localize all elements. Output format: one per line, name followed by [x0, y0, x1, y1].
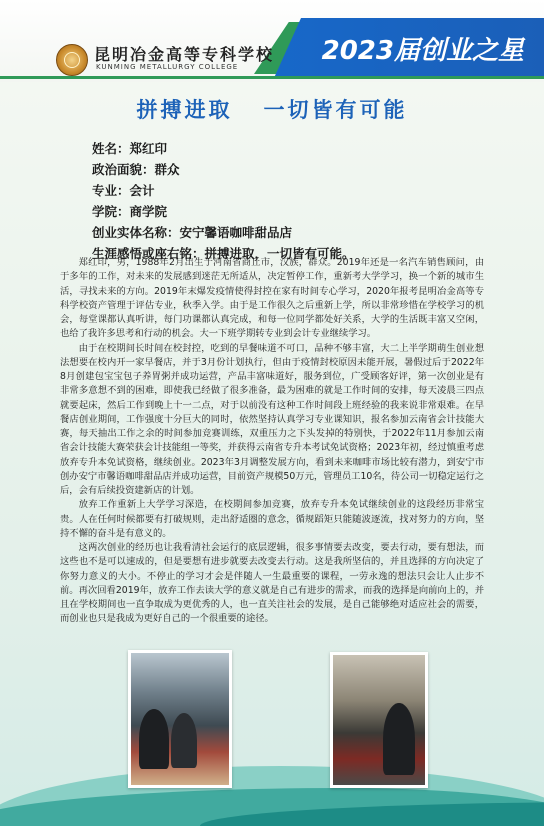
page-header: [0, 0, 544, 82]
school-emblem-icon: [56, 44, 88, 76]
school-name-en: KUNMING METALLURGY COLLEGE: [96, 63, 239, 71]
motto-heading: 拼搏进取 一切皆有可能: [136, 98, 408, 122]
profile-info: [92, 138, 355, 264]
header-divider: [0, 76, 544, 79]
school-name: 昆明冶金高等专科学校: [94, 45, 275, 64]
biography-paragraph: 放弃工作重新上大学学习深造，在校期间参加竞赛，放弃专升本免试继续创业的这段经历非常宝贵。人在任何时候都要有打破规则，走出舒适圈的意念，循规蹈矩只能随波逐流，找对努力的方向，坚持不懈的奋斗是有意义的。: [60, 499, 484, 539]
profile-label: 专业：: [92, 183, 130, 198]
person-figure: [139, 709, 169, 769]
profile-value: 会计: [129, 183, 155, 198]
profile-row-major: [92, 180, 355, 201]
profile-value: 安宁馨语咖啡甜品店: [179, 225, 293, 240]
biography-text: [60, 256, 484, 627]
profile-row-name: [92, 138, 355, 159]
profile-label: 生涯感悟或座右铭：: [92, 246, 205, 261]
profile-row-college: [92, 201, 355, 222]
profile-value: 拼搏进取，一切皆有可能。: [204, 246, 355, 261]
shop-photo-left: [128, 650, 232, 788]
person-figure: [383, 703, 415, 775]
profile-row-political-status: [92, 159, 355, 180]
profile-label: 学院：: [92, 204, 130, 219]
photo-section: [0, 648, 544, 826]
biography-paragraph: 由于在校期间长时间在校封控，吃到的早餐味道不可口，品种不够丰富，大二上半学期萌生创业想法想要在校内开一家早餐店，并于3月份计划执行，但由于疫情封校原因未能开展，暑假过后于2022年8月创建包宝宝包子养胃粥并成功运营，产品丰富味道好，服务到位，广受顾客好评，第一次创业是有非常多意想不到的困难，即使我已经做了很多准备，最为困难的就是工作时间的安排，每天凌晨三四点就要起床，然后工作到晚上十一二点，对于以前没有这种工作时间段上班经验的我来说非常艰难。在早餐店创业期间，工作强度十分巨大的同时，依然坚持认真学习专业课知识，报名参加云南省会计技能大赛，每天抽出工作之余的时间参加竞赛训练，双重压力之下头发掉的特别快，于2022年11月参加云南省会计技能大赛荣获会计技能组一等奖，并获得云南省专升本考试免试资格；2023年初，经过慎重考虑放弃专升本免试资格，继续创业。2023年3月调整发展方向，看到未来咖啡市场比较有潜力，到安宁市创办安宁市馨语咖啡甜品店并成功运营，目前资产规模50万元，管理员工10名，待公司一切稳定运行之后，会有后续投资建新店的计划。: [60, 342, 484, 496]
profile-value: 郑红印: [129, 141, 168, 156]
profile-value: 群众: [154, 162, 180, 177]
profile-row-business: [92, 222, 355, 243]
profile-label: 创业实体名称：: [92, 225, 180, 240]
shop-photo-right: [330, 652, 428, 788]
person-figure: [171, 713, 197, 768]
profile-label: 姓名：: [92, 141, 130, 156]
biography-paragraph: 这两次创业的经历也让我看清社会运行的底层逻辑，很多事情要去改变，要去行动，要有想法，而这些也不是可以速成的，但是要想有进步就要去改变去行动。这是我所坚信的，并且选择的方向决定了你努力意义的大小。不停止的学习才会是伴随人一生最重要的课程，一劳永逸的想法只会让人止步不前。再次回看2019年，放弃工作去读大学的意义就是自己有进步的需求，而我的选择是向前向上的，并且在学校期间也一直争取成为更优秀的人，也一直关注社会的发展，是自己能够绝对适应社会的需要，而创业也只是我成为更好自己的一个很重要的途径。: [60, 542, 484, 625]
header-title: 2023届创业之星: [321, 36, 524, 66]
biography-paragraph: 郑红印，男，1988年2月出生于河南省商丘市，汉族，群众。2019年还是一名汽车销售顾问，由于多年的工作，对未来的发展感到迷茫无所适从，决定暂停工作，重新考大学学习，换一个新的城市生活，寻找未来的方向。2019年末爆发疫情使得封控在家有时间专心学习，2020年报考昆明冶金高等专科学校资产管理于评估专业，秋季入学。由于是工作很久之后重新上学，所以非常珍惜在学校学习的机会，每堂课都认真听讲，每门功课都认真完成，和每一位同学都处好关系，大学的生活既丰富又空闲，也给了我许多思考和行动的机会。大一下班学期转专业到会计专业继续学习。: [60, 257, 484, 340]
profile-value: 商学院: [129, 204, 168, 219]
profile-label: 政治面貌：: [92, 162, 155, 177]
